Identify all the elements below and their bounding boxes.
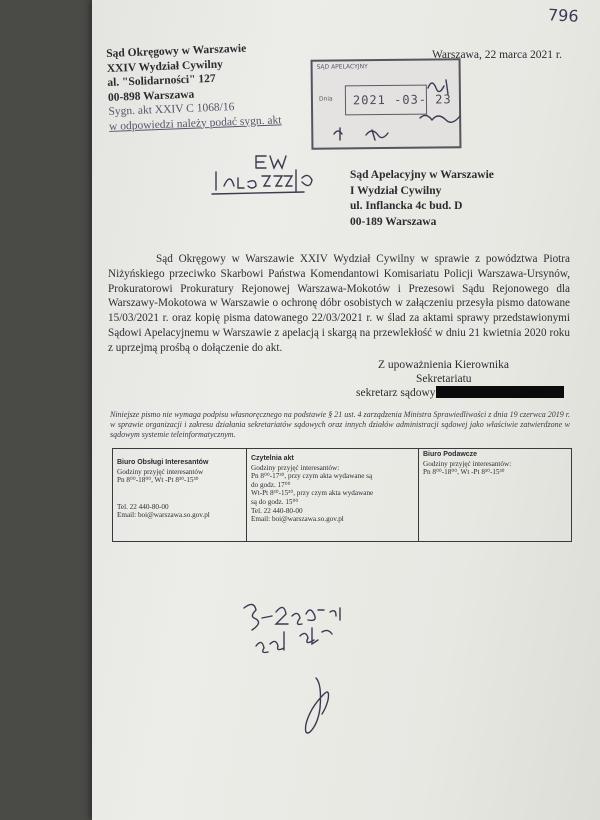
- office-title: Biuro Podawcze: [423, 451, 478, 458]
- receipt-stamp: [311, 58, 462, 150]
- office-title: Czytelnia akt: [251, 455, 294, 462]
- office-email: Email: boi@warszawa.so.gov.pl: [117, 511, 210, 520]
- office-line: Godziny przyjęć interesantów:: [251, 463, 340, 472]
- office-line: Wt-Pt 8³⁰-15³⁰, przy czym akta wydawane: [251, 489, 374, 498]
- sender-postal: 00-898 Warszawa: [107, 88, 195, 104]
- office-line: są do godz. 15⁰⁰: [251, 497, 299, 506]
- stamp-date-label: Dnia: [318, 95, 333, 103]
- office-phone: Tel. 22 440-80-00: [251, 506, 303, 515]
- signature-block: [356, 358, 564, 400]
- office-email: Email: boi@warszawa.so.gov.pl: [251, 515, 344, 524]
- office-column: [419, 449, 571, 541]
- signature-notice: Niniejsze pismo nie wymaga podpisu własnoręcznego na podstawie § 21 ust. 4 zarządzenia Ministra Sprawiedliwości z dnia 19 czerwca 2019 r. w sprawie organizacji i zakresu działania sekretariatów sądowych oraz innych działów administracji sądowej jako właściwie zatwierdzone w sądowym systemie teleinformatycznym.: [110, 410, 571, 439]
- stamp-date: 2021 -03- 23: [352, 92, 452, 108]
- case-reference: Sygn. akt XXIV C 1068/16: [108, 101, 235, 118]
- office-line: Pn 8⁰⁰-17³⁰, przy czym akta wydawane są: [251, 472, 373, 481]
- office-hours-table: [112, 448, 572, 542]
- sender-address: [106, 40, 282, 134]
- sender-court: Sąd Okręgowy w Warszawie: [106, 42, 247, 60]
- reply-note: w odpowiedzi należy podać sygn. akt: [108, 113, 282, 133]
- stamp-header: SĄD APELACYJNY: [316, 63, 368, 71]
- office-line: Pn 8⁰⁰-18⁰⁰, Wt -Pt 8³⁰-15³⁰: [423, 468, 505, 477]
- recipient-court: Sąd Apelacyjny w Warszawie: [350, 169, 494, 181]
- redacted-name: [436, 386, 564, 398]
- office-line: Pn 8⁰⁰-18⁰⁰, Wt -Pt 8³⁰-15³⁰: [117, 476, 199, 485]
- recipient-street: ul. Inflancka 4c bud. D: [350, 200, 463, 212]
- office-column: [247, 449, 419, 541]
- recipient-postal: 00-189 Warszawa: [350, 215, 437, 228]
- sender-street: al. "Solidarności" 127: [107, 72, 216, 89]
- recipient-division: I Wydział Cywilny: [350, 184, 442, 197]
- recipient-address: [350, 168, 494, 230]
- sender-division: XXIV Wydział Cywilny: [106, 58, 224, 75]
- signature-line-2: Sekretariatu: [416, 373, 472, 385]
- office-column: [113, 449, 247, 541]
- office-line: Godziny przyjęć interesantów:: [423, 459, 512, 468]
- office-line: Godziny przyjęć interesantów: [117, 467, 204, 476]
- place-date: Warszawa, 22 marca 2021 r.: [432, 49, 562, 61]
- body-paragraph: Sąd Okręgowy w Warszawie XXIV Wydział Cywilny w sprawie z powództwa Piotra Niżyńskiego przeciwko Skarbowi Państwa Komendantowi Komisariatu Policji Warszawa-Ursynów, Prokuratorowi Prokuratury Rejonowej Warszawa-Mokotów i Prezesowi Sądu Rejonowego dla Warszawy-Mokotowa w Warszawie o ochronę dóbr osobistych w załączeniu przesyła pismo datowane 15/03/2021 r. oraz kopię pisma datowanego 22/03/2021 r. w ślad za aktami sprawy przedstawionymi Sądowi Apelacyjnemu w Warszawie z apelacją i skargą na przewlekłość w dniu 21 kwietnia 2020 roku z uprzejmą prośbą o dołączenie do akt.: [108, 253, 570, 354]
- office-phone: Tel. 22 440-80-00: [117, 502, 169, 511]
- signature-line-3: sekretarz sądowy: [356, 387, 436, 399]
- signature-line-1: Z upoważnienia Kierownika: [378, 359, 509, 371]
- office-line: do godz. 17⁰⁰: [251, 480, 291, 489]
- letter-body: [108, 252, 570, 356]
- page-number: 796: [547, 5, 580, 26]
- office-title: Biuro Obsługi Interesantów: [117, 459, 209, 466]
